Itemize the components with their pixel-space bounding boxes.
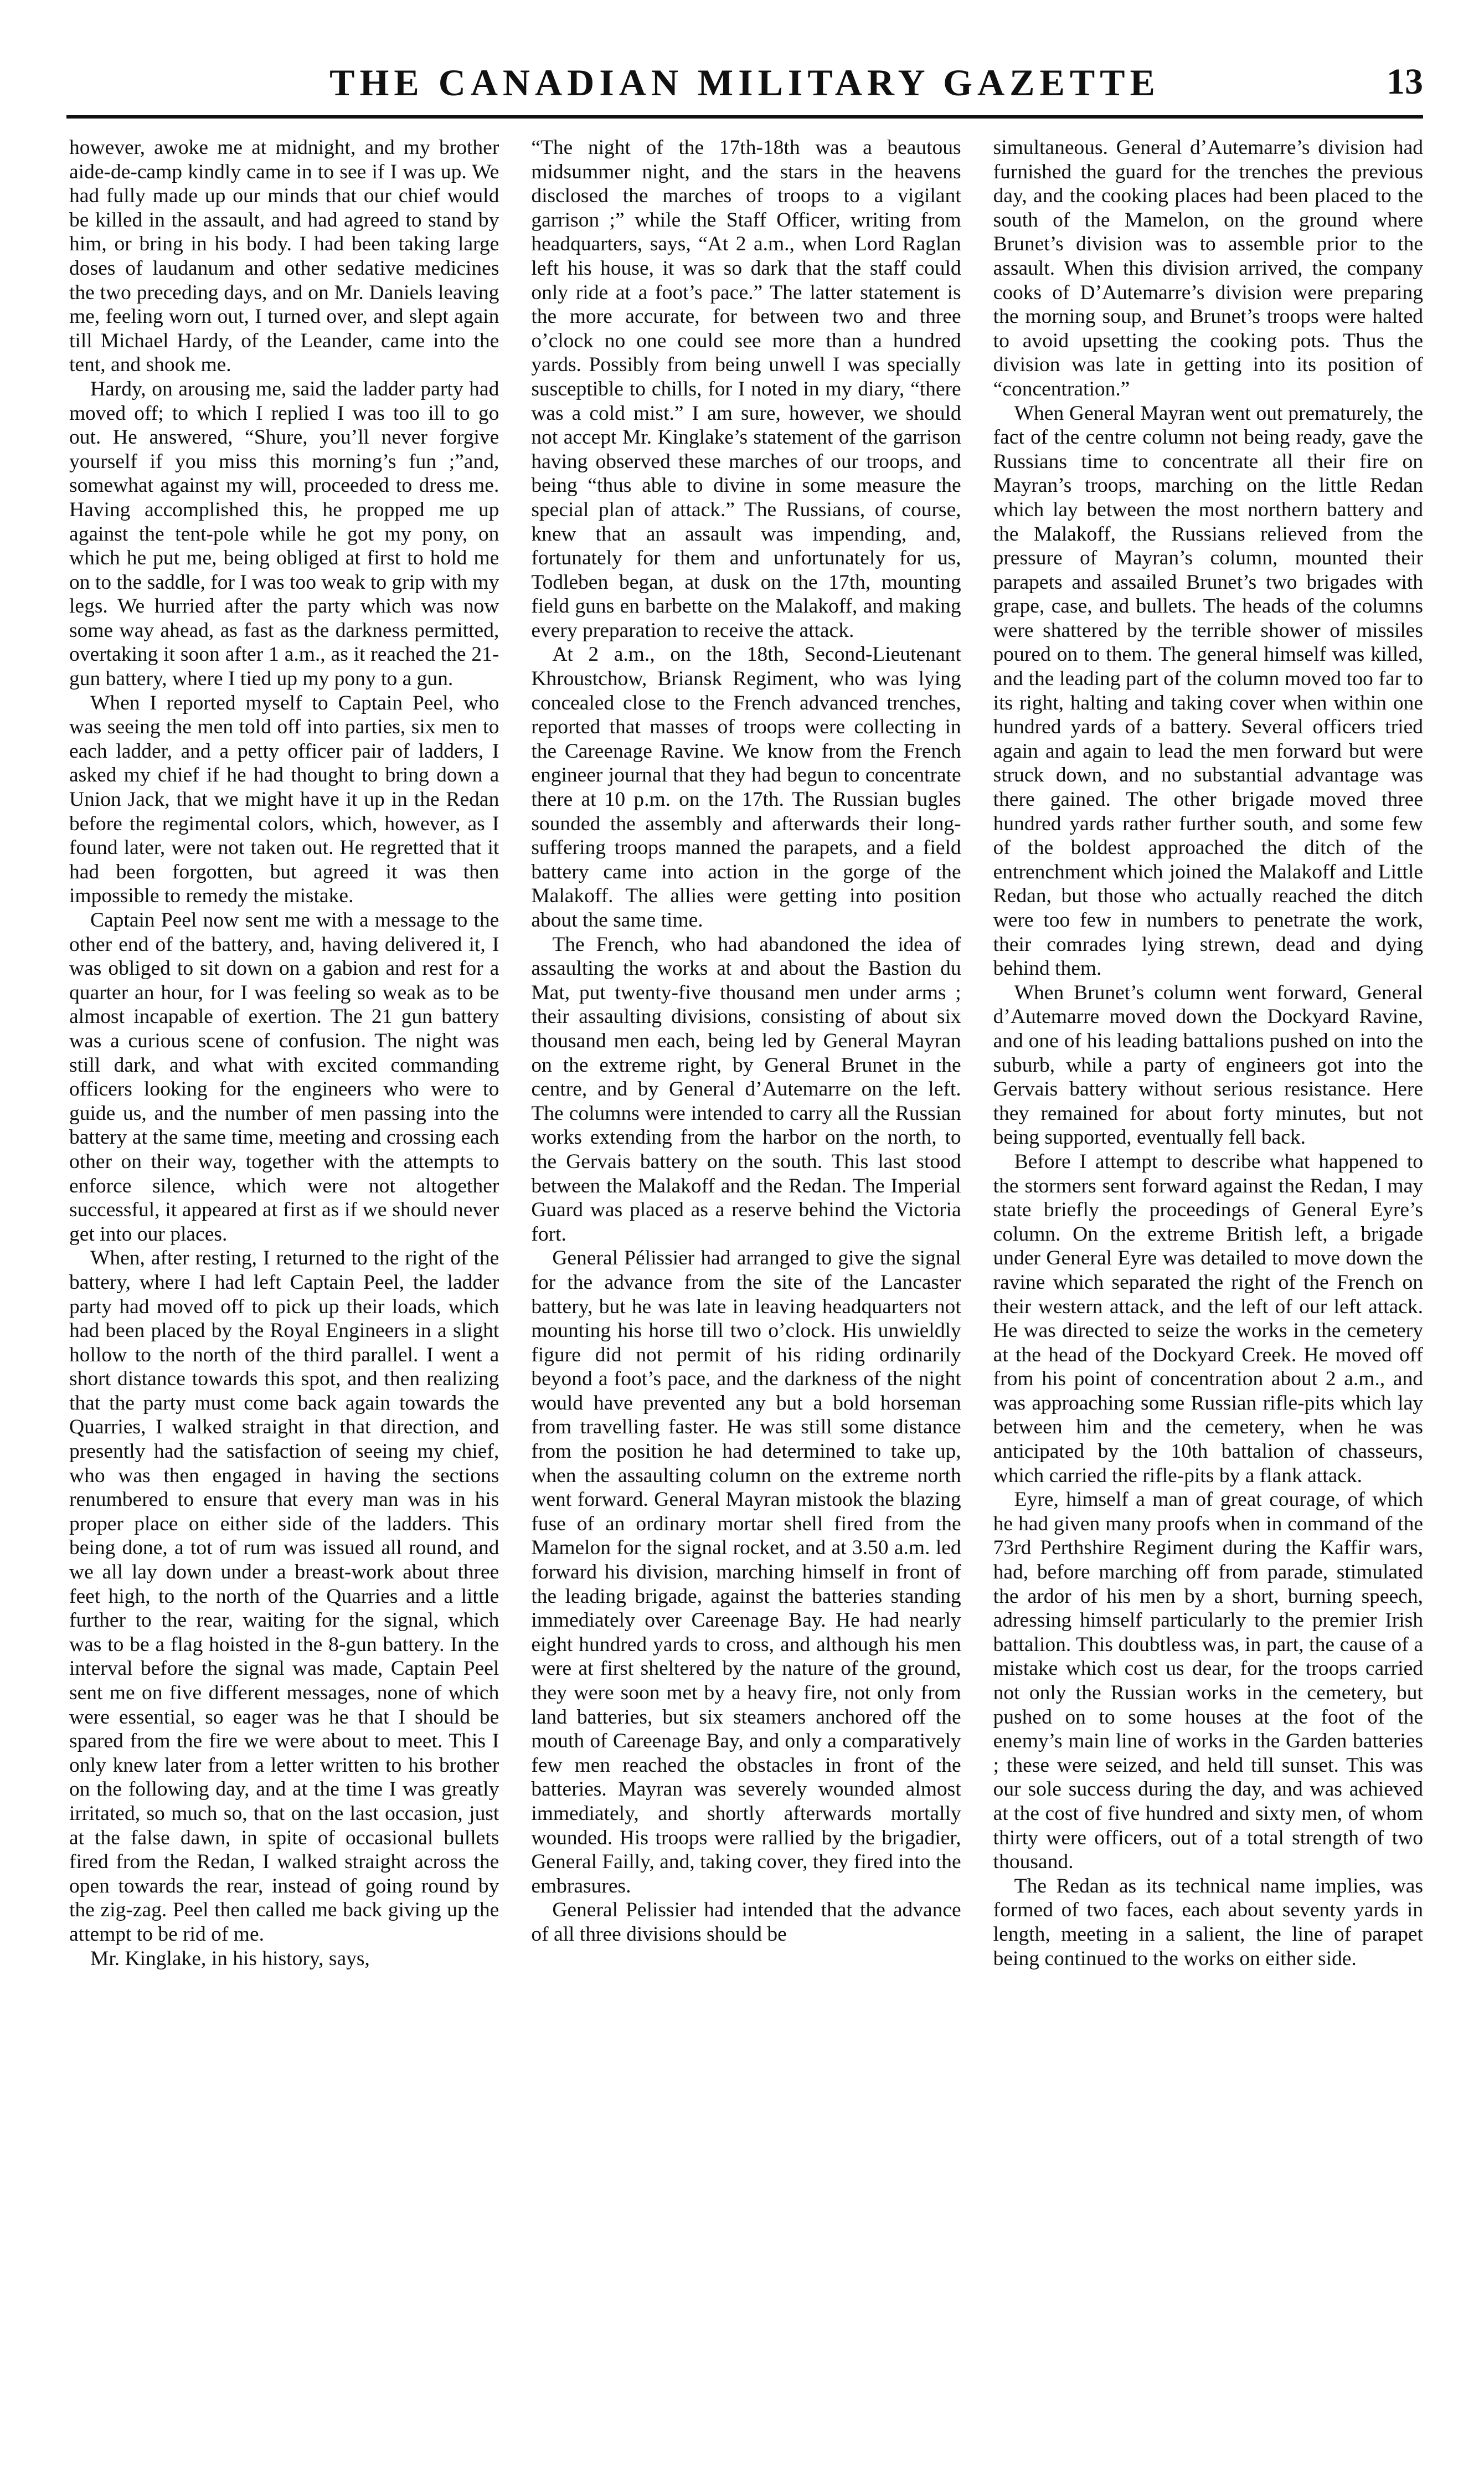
column-1 (69, 136, 499, 2456)
paragraph: When, after resting, I returned to the right of the battery, where I had left Captain Peel, the ladder party had moved off to pick up their loads, which had been placed by the Royal Engineers in a slight hollow to the north of the third parallel. I went a short distance towards this spot, and then realizing that the party must come back again towards the Quarries, I walked straight in that direction, and presently had the satisfaction of seeing my chief, who was then engaged in having the sections renumbered to ensure that every man was in his proper place on either side of the ladders. This being done, a tot of rum was issued all round, and we all lay down under a breast-work about three feet high, to the north of the Quarries and a little further to the rear, waiting for the signal, which was to be a flag hoisted in the 8-gun battery. In the interval before the signal was made, Captain Peel sent me on five different messages, none of which were essential, so eager was he that I should be spared from the fire we were about to meet. This I only knew later from a letter written to his brother on the following day, and at the time I was greatly irritated, so much so, that on the last occasion, just at the false dawn, in spite of occasional bullets fired from the Redan, I walked straight across the open towards the rear, instead of going round by the zig-zag. Peel then called me back giving up the attempt to be rid of me. (69, 1247, 499, 1946)
paragraph: Eyre, himself a man of great courage, of which he had given many proofs when in command of the 73rd Perthshire Regiment during the Kaffir wars, had, before marching off from parade, stimulated the ardor of his men by a short, burning speech, adressing himself particularly to the premier Irish battalion. This doubtless was, in part, the cause of a mistake which cost us dear, for the troops carried not only the Russian works in the cemetery, but pushed on to some houses at the foot of the enemy’s main line of works in the Garden batteries ; these were seized, and held till sunset. This was our sole success during the day, and was achieved at the cost of five hundred and sixty men, of whom thirty were officers, out of a total strength of two thousand. (993, 1488, 1423, 1874)
column-2 (531, 136, 961, 2456)
paragraph: however, awoke me at midnight, and my brother aide-de-camp kindly came in to see if I was up. We had fully made up our minds that our chief would be killed in the assault, and had agreed to stand by him, or bring in his body. I had been taking large doses of laudanum and other sedative medicines the two preceding days, and on Mr. Daniels leaving me, feeling worn out, I turned over, and slept again till Michael Hardy, of the Leander, came into the tent, and shook me. (69, 136, 499, 377)
paragraph: When Brunet’s column went forward, General d’Autemarre moved down the Dockyard Ravine, and one of his leading battalions pushed on into the suburb, while a party of engineers got into the Gervais battery without serious resistance. Here they remained for about forty minutes, but not being supported, eventually fell back. (993, 981, 1423, 1149)
paragraph: Mr. Kinglake, in his history, says, (90, 1947, 370, 1970)
page-number: 13 (1387, 61, 1423, 102)
paragraph: When General Mayran went out prematurely, the fact of the centre column not being ready, gave the Russians time to concentrate all their fire on Mayran’s troops, marching on the little Redan which lay between the most northern battery and the Malakoff, the Russians relieved from the pressure of Mayran’s column, mounted their parapets and assailed Brunet’s two brigades with grape, case, and bullets. The heads of the columns were shattered by the terrible shower of missiles poured on to them. The general himself was killed, and the leading part of the column moved too far to its right, halting and taking cover when within one hundred yards of a battery. Several officers tried again and again to lead the men forward but were struck down, and no substantial advantage was there gained. The other brigade moved three hundred yards rather further south, and some few of the boldest approached the ditch of the entrenchment which joined the Malakoff and Little Redan, but those who actually reached the ditch were too few in numbers to penetrate the work, their comrades lying strewn, dead and dying behind them. (993, 402, 1423, 980)
paragraph: “The night of the 17th-18th was a beautous midsummer night, and the stars in the heavens disclosed the marches of troops to a vigilant garrison ;” while the Staff Officer, writing from headquarters, says, “At 2 a.m., when Lord Raglan left his house, it was so dark that the staff could only ride at a foot’s pace.” The latter statement is the more accurate, for between two and three o’clock no one could see more than a hundred yards. Possibly from being unwell I was specially susceptible to chills, for I noted in my diary, “there was a cold mist.” I am sure, however, we should not accept Mr. Kinglake’s statement of the garrison having observed these marches of our troops, and being “thus able to divine in some measure the special plan of attack.” The Russians, of course, knew that an assault was impending, and, fortunately for them and unfortunately for us, Todleben began, at dusk on the 17th, mounting field guns en barbette on the Malakoff, and making every preparation to receive the attack. (531, 136, 961, 642)
paragraph: General Pelissier had intended that the advance of all three divisions should be (531, 1899, 961, 1946)
column-3 (993, 136, 1423, 2456)
paragraph: General Pélissier had arranged to give the signal for the advance from the site of the Lancaster battery, but he was late in leaving headquarters not mounting his horse till two o’clock. His unwieldly figure did not permit of his riding ordinarily beyond a foot’s pace, and the darkness of the night would have prevented any but a bold horseman from travelling faster. He was still some distance from the position he had determined to take up, when the assaulting column on the extreme north went forward. General Mayran mistook the blazing fuse of an ordinary mortar shell fired from the Mamelon for the signal rocket, and at 3.50 a.m. led forward his division, marching himself in front of the leading brigade, against the batteries standing immediately over Careenage Bay. He had nearly eight hundred yards to cross, and although his men were at first sheltered by the nature of the ground, they were soon met by a heavy fire, not only from land batteries, but six steamers anchored off the mouth of Careenage Bay, and only a comparatively few men reached the obstacles in front of the batteries. Mayran was severely wounded almost immediately, and shortly afterwards mortally wounded. His troops were rallied by the brigadier, General Failly, and, taking cover, they fired into the embrasures. (531, 1247, 961, 1897)
paragraph: When I reported myself to Captain Peel, who was seeing the men told off into parties, six men to each ladder, and a petty officer pair of ladders, I asked my chief if he had thought to bring down a Union Jack, that we might have it up in the Redan before the regimental colors, which, however, as I found later, were not taken out. He regretted that it had been forgotten, but agreed it was then impossible to remedy the mistake. (69, 691, 499, 908)
paragraph: Hardy, on arousing me, said the ladder party had moved off; to which I replied I was too ill to go out. He answered, “Shure, you’ll never forgive yourself if you miss this morning’s fun ;”and, somewhat against my will, proceeded to dress me. Having accomplished this, he propped me up against the tent-pole while he got my pony, on which he put me, being obliged at first to hold me on to the saddle, for I was too weak to grip with my legs. We hurried after the party which was now some way ahead, as fast as the darkness permitted, overtaking it soon after 1 a.m., as it reached the 21-gun battery, where I tied up my pony to a gun. (69, 377, 499, 691)
paragraph: Before I attempt to describe what happened to the stormers sent forward against the Redan, I may state briefly the proceedings of General Eyre’s column. On the extreme British left, a brigade under General Eyre was detailed to move down the ravine which separated the right of the French on their western attack, and the left of our left attack. He was directed to seize the works in the cemetery at the head of the Dockyard Creek. He moved off from his point of concentration about 2 a.m., and was approaching some Russian rifle-pits which lay between him and the cemetery, when he was anticipated by the 10th battalion of chasseurs, which carried the rifle-pits by a flank attack. (993, 1150, 1423, 1487)
header-rule (66, 115, 1423, 119)
masthead-title: THE CANADIAN MILITARY GAZETTE (329, 61, 1160, 104)
paragraph: simultaneous. General d’Autemarre’s division had furnished the guard for the trenches the previous day, and the cooking places had been placed to the south of the Mamelon, on the ground where Brunet’s division was to assemble prior to the assault. When this division arrived, the company cooks of D’Autemarre’s division were preparing the morning soup, and Brunet’s troops were halted to avoid upsetting the cooking pots. Thus the division was late in getting into its position of “concentration.” (993, 136, 1423, 400)
text-columns (69, 136, 1423, 2456)
paragraph: The French, who had abandoned the idea of assaulting the works at and about the Bastion du Mat, put twenty-five thousand men under arms ; their assaulting divisions, consisting of about six thousand men each, being led by General Mayran on the extreme right, by General Brunet in the centre, and by General d’Autemarre on the left. The columns were intended to carry all the Russian works extending from the harbor on the north, to the Gervais battery on the south. This last stood between the Malakoff and the Redan. The Imperial Guard was placed as a reserve behind the Victoria fort. (531, 933, 961, 1246)
page-header (66, 61, 1423, 114)
paragraph: Captain Peel now sent me with a message to the other end of the battery, and, having delivered it, I was obliged to sit down on a gabion and rest for a quarter an hour, for I was feeling so weak as to be almost incapable of exertion. The 21 gun battery was a curious scene of confusion. The night was still dark, and what with excited commanding officers looking for the engineers who were to guide us, and the number of men passing into the battery at the same time, meeting and crossing each other on their way, together with the attempts to enforce silence, which were not altogether successful, it appeared at first as if we should never get into our places. (69, 909, 499, 1246)
paragraph: At 2 a.m., on the 18th, Second-Lieutenant Khroustchow, Briansk Regiment, who was lying concealed close to the French advanced trenches, reported that masses of troops were collecting in the Careenage Ravine. We know from the French engineer journal that they had begun to concentrate there at 10 p.m. on the 17th. The Russian bugles sounded the assembly and afterwards their long-suffering troops manned the parapets, and a field battery came into action in the gorge of the Malakoff. The allies were getting into position about the same time. (531, 643, 961, 932)
paragraph: The Redan as its technical name implies, was formed of two faces, each about seventy yards in length, meeting in a salient, the line of parapet being continued to the works on either side. (993, 1874, 1423, 1970)
